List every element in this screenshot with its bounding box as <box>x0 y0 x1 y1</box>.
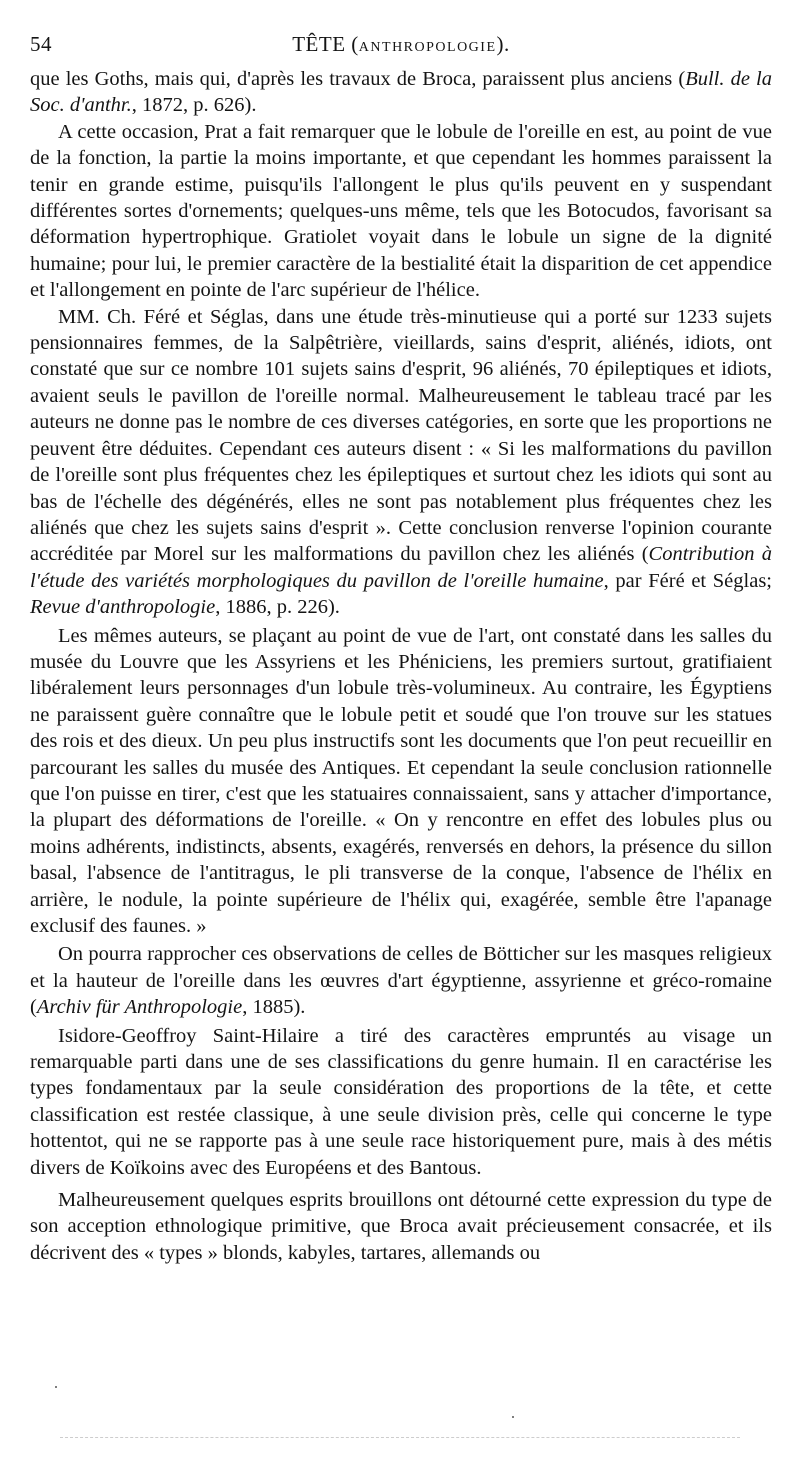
paragraph-1-text-b: , 1872, p. 626). <box>131 94 257 117</box>
page-number: 54 <box>30 32 52 56</box>
print-speck <box>55 1386 57 1388</box>
citation-revue-anthropologie: Revue d'anthropologie <box>30 596 216 619</box>
citation-contribution-title: Contribution à l'étude des variétés morphologiques du pavillon de l'oreille humaine <box>30 543 772 592</box>
paragraph-5 <box>30 941 772 1020</box>
page-header <box>30 26 772 60</box>
body-text <box>30 66 772 1266</box>
running-head-end: ). <box>496 32 510 56</box>
paragraph-1 <box>30 66 772 119</box>
running-head-smallcaps: ANTHROPOLOGIE <box>358 40 497 55</box>
paragraph-6: Isidore-Geoffroy Saint-Hilaire a tiré des caractères empruntés au visage un remarquable parti dans une de ses classifications du genre humain. Il en caractérise les types fondamentaux par la seule considération des proportions de la tête, et cette classification est restée classique, à une seule division près, celle qui concerne le type hottentot, qui ne se rapporte pas à une seule race historiquement pure, mais à des métis divers de Koïkoins avec des Européens et des Bantous. <box>30 1024 772 1179</box>
paragraph-7: Malheureusement quelques esprits brouillons ont détourné cette expression du type de son acception ethnologique primitive, que Broca avait précieusement consacrée, et ils décrivent des « types » blonds, kabyles, tartares, allemands ou <box>30 1189 772 1264</box>
paragraph-3-text-a: MM. Ch. Féré et Séglas, dans une étude très-minutieuse qui a porté sur 1233 sujets pensionnaires femmes, de la Salpêtrière, vieillards, sains d'esprit, aliénés, idiots, ont constaté que sur ce nombre 101 sujets sains d'esprit, 96 aliénés, 70 épileptiques et idiots, avaient seuls le pavillon de l'oreille normal. Malheureusement le tableau tracé par les auteurs ne donne pas le nombre de ces diverses catégories, en sorte que les proportions ne peuvent être déduites. Cependant ces auteurs disent : « Si les malformations du pavillon de l'oreille sont plus fréquentes chez les épileptiques et surtout chez les idiots qui sont au bas de l'échelle des dégénérés, elles ne sont pas notablement plus fréquentes chez les aliénés que chez les sujets sains d'esprit ». Cette conclusion renverse l'opinion courante accréditée par Morel sur les malformations du pavillon chez les aliénés ( <box>30 305 772 566</box>
paragraph-3-text-b: , par Féré et Séglas; <box>603 569 772 592</box>
paragraph-3-text-c: , 1886, p. 226). <box>215 596 340 619</box>
paragraph-4: Les mêmes auteurs, se plaçant au point de vue de l'art, ont constaté dans les salles du musée du Louvre que les Assyriens et les Phéniciens, les premiers surtout, gratifiaient libéralement leurs personnages d'un lobule très-volumineux. Au contraire, les Égyptiens ne paraissent guère connaître que le lobule petit et soudé que l'on trouve sur les statues des rois et des dieux. Un peu plus instructifs sont les documents que l'on peut recueillir en parcourant les salles du musée des Antiques. Et cependant la seule conclusion rationnelle que l'on puisse en tirer, c'est que les statuaires connaissaient, sans y attacher d'importance, la plupart des déformations de l'oreille. « On y rencontre en effet des lobules plus ou moins adhérents, indistincts, absents, exagérés, renversés en dehors, la présence du sillon basal, l'absence de l'antitragus, le pli transverse de la conque, l'absence de l'hélix en arrière, le nodule, la pointe supérieure de l'hélix qui, exagérée, semble être l'apanage exclusif des faunes. » <box>30 624 772 937</box>
paragraph-5-text-b: , 1885). <box>242 996 306 1019</box>
running-head-main: TÊTE ( <box>292 32 359 56</box>
paragraph-5-text-a: On pourra rapprocher ces observations de celles de Bötticher sur les masques religieux et la hauteur de l'oreille dans les œuvres d'art égyptienne, assyrienne et gréco-romaine ( <box>30 943 772 1019</box>
citation-bull-soc-anthr: Bull. de la Soc. d'anthr. <box>30 68 772 117</box>
print-speck <box>512 1416 514 1418</box>
paragraph-1-text-a: que les Goths, mais qui, d'après les travaux de Broca, paraissent plus anciens ( <box>30 68 686 90</box>
paragraph-3 <box>30 304 772 621</box>
paragraph-2: A cette occasion, Prat a fait remarquer que le lobule de l'oreille en est, au point de vue de la fonction, la partie la moins importante, et que cependant les hommes paraissent la tenir en grande estime, puisqu'ils l'allongent le plus qu'ils peuvent en y suspendant différentes sortes d'ornements; quelques-uns même, tels que les Botocudos, favorisant sa déformation hypertrophique. Gratiolet voyait dans le lobule un signe de la dignité humaine; pour lui, le premier caractère de la bestialité était la disparition de cet appendice et l'allongement en pointe de l'arc supérieur de l'hélice. <box>30 120 772 302</box>
running-head <box>30 32 772 57</box>
page-bottom-marks <box>60 1437 740 1442</box>
citation-archiv-anthropologie: Archiv für Anthropologie <box>36 996 243 1019</box>
